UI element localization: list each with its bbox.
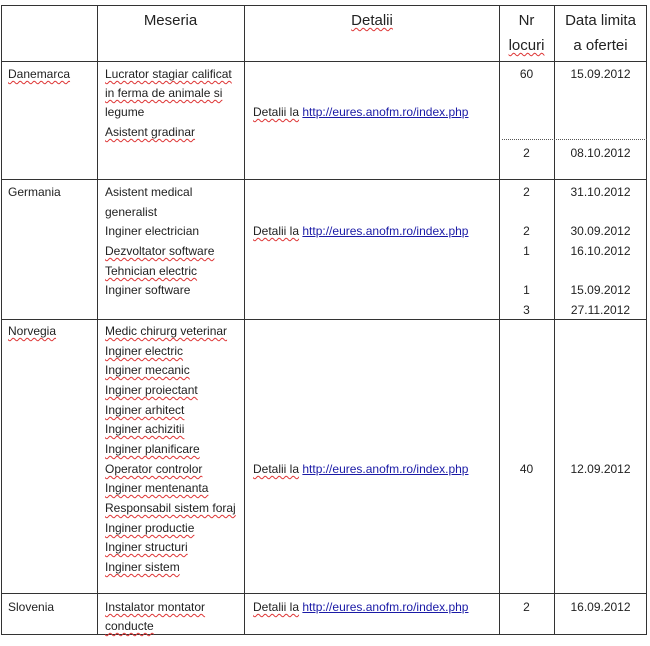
nr-cell: 3 — [523, 303, 530, 317]
job-item: legume — [105, 105, 145, 119]
date-cell: 08.10.2012 — [570, 146, 631, 160]
date-cell: 16.10.2012 — [570, 244, 631, 258]
job-item: Inginer planificare — [105, 442, 200, 456]
country-cell: Danemarca — [8, 67, 71, 81]
nr-cell: 1 — [523, 283, 530, 297]
details-cell — [253, 461, 468, 477]
job-item: Asistent medical — [105, 185, 193, 199]
details-link[interactable]: http://eures.anofm.ro/index.php — [302, 105, 469, 119]
job-item: Tehnician electric — [105, 264, 198, 278]
dotted-divider — [502, 139, 647, 140]
job-item: Medic chirurg veterinar — [105, 324, 228, 338]
job-item: Inginer productie — [105, 521, 195, 535]
column-divider — [499, 6, 500, 634]
details-prefix: Detalii la — [253, 462, 300, 476]
date-cell: 30.09.2012 — [570, 224, 631, 238]
job-item: Inginer electric — [105, 344, 184, 358]
row-divider — [2, 61, 646, 62]
country-cell: Germania — [8, 185, 61, 199]
nr-cell: 40 — [519, 462, 534, 476]
country-cell: Slovenia — [8, 600, 55, 614]
nr-cell: 60 — [519, 67, 534, 81]
job-item: Inginer proiectant — [105, 383, 198, 397]
header-nr: Nr — [518, 12, 535, 29]
date-cell: 31.10.2012 — [570, 185, 631, 199]
details-cell — [253, 599, 468, 615]
job-item: Inginer mentenanta — [105, 481, 209, 495]
column-divider — [554, 6, 555, 634]
details-link[interactable]: http://eures.anofm.ro/index.php — [302, 462, 469, 476]
column-divider — [97, 6, 98, 634]
job-item: Inginer achizitii — [105, 422, 185, 436]
job-item: Asistent gradinar — [105, 125, 196, 139]
job-item: in ferma de animale si — [105, 86, 223, 100]
details-prefix: Detalii la — [253, 224, 300, 238]
nr-cell: 2 — [523, 185, 530, 199]
job-item: Operator controlor — [105, 462, 203, 476]
details-link[interactable]: http://eures.anofm.ro/index.php — [302, 600, 469, 614]
jobs-table — [1, 5, 647, 635]
date-cell: 15.09.2012 — [570, 67, 631, 81]
date-cell: 27.11.2012 — [570, 303, 631, 317]
nr-cell: 2 — [523, 224, 530, 238]
country-cell: Norvegia — [8, 324, 57, 338]
job-item: Inginer structuri — [105, 540, 188, 554]
details-prefix: Detalii la — [253, 600, 300, 614]
header-meseria: Meseria — [143, 12, 198, 29]
row-divider — [2, 179, 646, 180]
job-item: Lucrator stagiar calificat — [105, 67, 232, 81]
details-cell — [253, 104, 468, 120]
job-item: Inginer electrician — [105, 224, 200, 238]
details-prefix: Detalii la — [253, 105, 300, 119]
job-item: Instalator montator — [105, 600, 206, 614]
details-link[interactable]: http://eures.anofm.ro/index.php — [302, 224, 469, 238]
header-data-limita: Data limita — [565, 12, 636, 29]
job-item: Dezvoltator software — [105, 244, 215, 258]
job-item: Responsabil sistem foraj — [105, 501, 236, 515]
nr-cell: 2 — [523, 600, 530, 614]
job-item: generalist — [105, 205, 158, 219]
nr-cell: 2 — [523, 146, 530, 160]
header-a-ofertei: a ofertei — [573, 37, 628, 54]
job-item: Inginer software — [105, 283, 191, 297]
date-cell: 12.09.2012 — [570, 462, 631, 476]
nr-cell: 1 — [523, 244, 530, 258]
job-item: conducte — [105, 619, 154, 633]
date-cell: 15.09.2012 — [570, 283, 631, 297]
details-cell — [253, 223, 468, 239]
header-detalii: Detalii — [351, 12, 393, 29]
header-locuri: locuri — [508, 37, 545, 54]
job-item: Inginer mecanic — [105, 363, 190, 377]
job-item: Inginer arhitect — [105, 403, 185, 417]
job-item: Inginer sistem — [105, 560, 180, 574]
row-divider — [2, 593, 646, 594]
date-cell: 16.09.2012 — [570, 600, 631, 614]
row-divider — [2, 319, 646, 320]
column-divider — [244, 6, 245, 634]
